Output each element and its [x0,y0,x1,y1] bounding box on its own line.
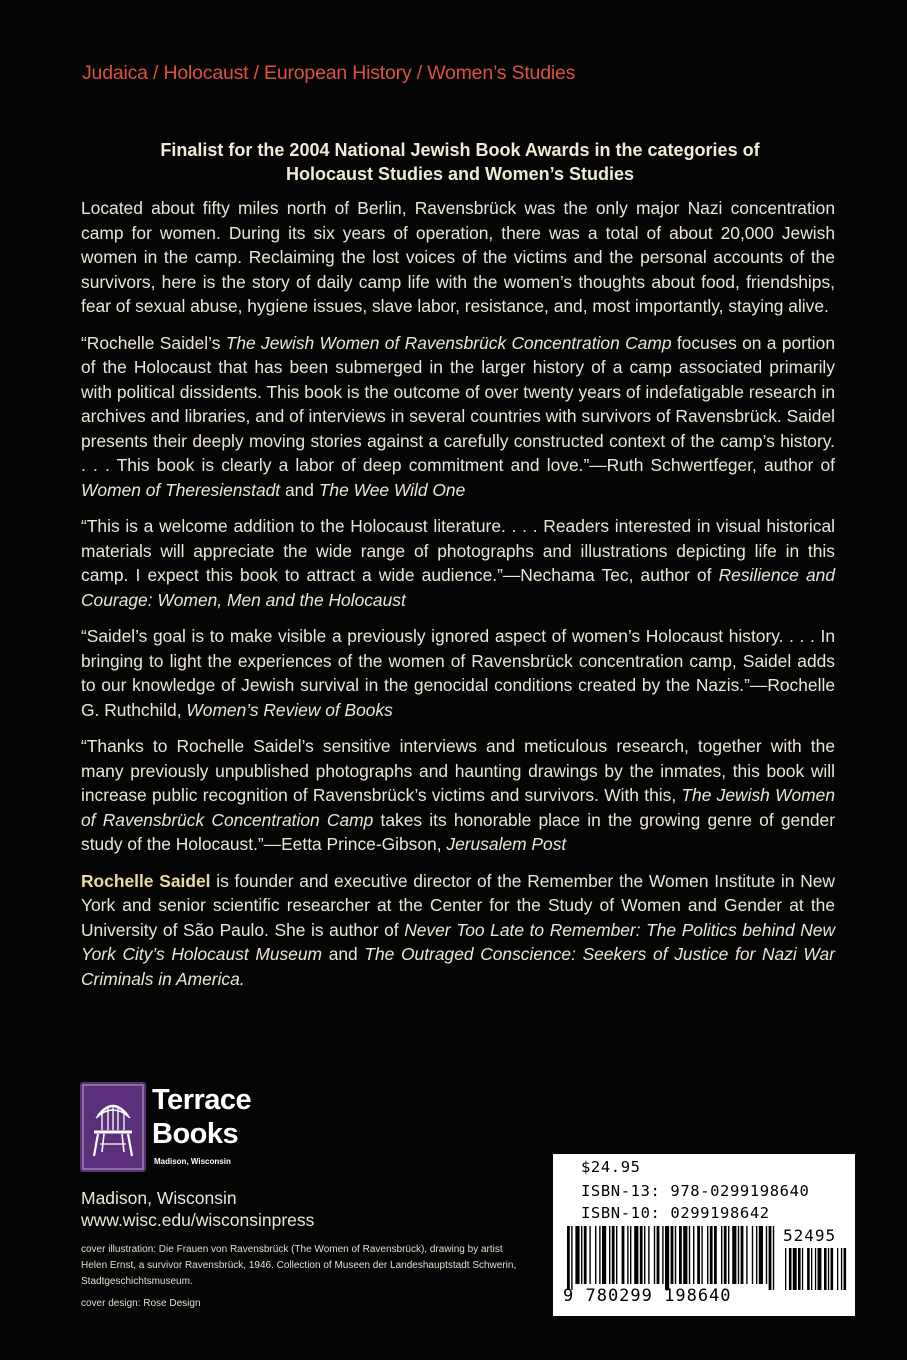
barcode-bar [675,1226,676,1284]
addon-bar [841,1248,842,1290]
barcode-bar [741,1226,744,1284]
barcode-bar [622,1226,625,1284]
award-headline [80,138,840,186]
text-run: is founder and executive director of the Remember the Women Institute in New York and senior scientific researcher at the Center for the Study of Women and Gender at the University of São Paulo. She is author of [81,870,835,940]
publisher-url: www.wisc.edu/wisconsinpress [81,1210,315,1230]
logo-word-terrace: Terrace [152,1084,252,1116]
barcode-bar [584,1226,587,1284]
publisher-city: Madison, Wisconsin [81,1188,237,1208]
text-run: “Thanks to Rochelle Saidel’s sensitive interviews and meticulous research, together with the many previously unpublished photographs and haunting drawings by the inmates, this book will increase public recognition of Ravensbrück’s victims and survivors. With this, [81,736,835,805]
chair-logo-mark [80,1082,146,1172]
barcode-bar [575,1226,579,1284]
barcode-bar [630,1226,631,1284]
review-quote [81,734,835,857]
title-italic: The Outraged Conscience: Seekers of Justice for Nazi War Criminals in America. [81,944,835,989]
barcode-bar [732,1226,736,1284]
addon-bar [818,1248,822,1290]
author-name: Rochelle Saidel [81,870,211,891]
barcode-bars [563,1226,848,1290]
barcode-bar [721,1226,722,1284]
barcode-bar [616,1226,617,1284]
isbn-barcode-box [553,1154,855,1316]
back-cover-text [81,196,835,1003]
barcode-bar [679,1226,682,1284]
addon-bar [811,1248,812,1290]
barcode-bar [724,1226,727,1284]
barcode-bar [648,1226,649,1284]
addon-bar [828,1248,829,1290]
price-addon-digits: 52495 [783,1226,837,1245]
barcode-bar [756,1226,757,1284]
text-run: and [280,479,319,500]
barcode-bar [567,1226,570,1290]
barcode-bar [671,1226,674,1284]
title-italic: Women’s Review of Books [186,699,393,720]
author-bio [81,869,835,992]
category-list: Judaica / Holocaust / European History / Women’s Studies [82,62,576,84]
review-quote [81,624,835,722]
barcode-bar [697,1226,700,1284]
terrace-chair-icon [80,1082,146,1172]
title-italic: Never Too Late to Remember: The Politics behind New York City’s Holocaust Museum [81,919,835,964]
logo-word-books: Books [152,1118,239,1150]
barcode-bar [746,1226,747,1284]
barcode-bar [683,1226,687,1284]
barcode-bar [759,1226,763,1284]
barcode-bar [773,1226,774,1290]
barcode-bar [609,1226,610,1284]
barcode-bar [634,1226,638,1284]
text-run: “Saidel’s goal is to make visible a previously ignored aspect of women’s Holocaust history. . . . In bringing to light the experiences of the women of Ravensbrück concentration camp, Saidel adds to our knowledge of Jewish survival in the genocidal conditions created by the Nazis.”—Rochelle G. Ruthchild, [81,626,835,720]
title-italic: Women of Theresienstadt [81,479,281,500]
price-label: $24.95 [581,1158,641,1176]
text-run: “Rochelle Saidel’s [81,332,226,353]
isbn13-label: ISBN-13: 978-0299198640 [581,1182,810,1200]
barcode-bar [689,1226,690,1284]
title-italic: The Jewish Women of Ravensbrück Concentration Camp [81,785,836,830]
barcode-bar [693,1226,694,1284]
barcode-bar [627,1226,628,1284]
barcode-bar [599,1226,600,1284]
review-quote [81,331,835,503]
review-quote [81,514,835,612]
barcode-bar [665,1226,669,1290]
barcode-bar [644,1226,645,1284]
addon-bar [789,1248,792,1290]
addon-bar [824,1248,827,1290]
barcode-bar [701,1226,702,1284]
text-run: focuses on a portion of the Holocaust that has been submerged in the larger history of a camp associated primarily with political dissidents. This book is the outcome of over twenty years of indefatigable research in archives and libraries, and of interviews in several countries with survivors of Ravensbrück. Saidel presents their deeply moving stories against a carefully constructed context of the camp’s history. . . . This book is clearly a labor of deep commitment and love.”—Ruth Schwertfeger, author of [81,332,835,475]
barcode-bar [657,1226,660,1284]
addon-bar [807,1248,810,1290]
barcode-bar [710,1226,713,1284]
addon-bar [837,1248,838,1290]
illustration-credit: cover illustration: Die Frauen von Ravensbrück (The Women of Ravensbrück), drawing by artist Helen Ernst, a survivor Ravensbrück, 1946. Collection of Museen der Landeshauptstadt Schwerin, Stadtgeschichtsmuseum. [81,1244,517,1287]
barcode-bar [640,1226,643,1284]
barcode-bar [612,1226,615,1284]
book-description: Located about fifty miles north of Berlin, Ravensbrück was the only major Nazi concentration camp for women. During its six years of operation, there was a total of about 20,000 Jewish women in the camp. Reclaiming the lost voices of the victims and the personal accounts of the survivors, here is the story of daily camp life with the women’s thoughts about food, friendships, fear of sexual abuse, hygiene issues, slave labor, resistance, and, most importantly, staying alive. [81,198,835,316]
text-run: and [322,944,365,964]
barcode-bar [728,1226,729,1284]
text-run: takes its honorable place in the growing genre of gender study of the Holocaust.”—Eetta Prince-Gibson, [81,809,836,854]
text-run: “This is a welcome addition to the Holocaust literature. . . . Readers interested in visual historical materials will appreciate the wide range of photographs and illustrations depicting life in this camp. I expect this book to attract a wide audience.”—Nechama Tec, author of [81,516,835,585]
barcode-bar [602,1226,606,1284]
addon-bar [802,1248,803,1290]
barcode-bar [738,1226,739,1284]
barcode-bar [595,1226,596,1284]
title-italic: The Jewish Women of Ravensbrück Concentration Camp [225,332,672,353]
addon-bar [815,1248,816,1290]
barcode-bar [571,1226,572,1290]
title-italic: The Wee Wild One [318,479,466,500]
title-italic: Resilience and Courage: Women, Men and the Holocaust [81,565,836,610]
isbn10-label: ISBN-10: 0299198642 [581,1204,770,1222]
cover-credits [81,1242,521,1312]
barcode-bar [769,1226,772,1290]
barcode-bar [707,1226,708,1284]
barcode-bar [581,1226,582,1284]
barcode-bar [714,1226,717,1284]
design-credit: cover design: Rose Design [81,1298,201,1309]
addon-bar [831,1248,834,1290]
barcode-bar [589,1226,590,1284]
barcode-bar [662,1226,663,1284]
barcode-bar [752,1226,753,1284]
title-italic: Jerusalem Post [446,834,567,854]
award-headline-line-2: Holocaust Studies and Women’s Studies [285,164,635,184]
publisher-logo [80,1082,260,1174]
addon-bar [785,1248,786,1290]
barcode-bar [766,1226,767,1284]
barcode-digits: 9 780299 198640 [563,1286,732,1306]
addon-bar [798,1248,801,1290]
addon-bar [793,1248,797,1290]
logo-location: Madison, Wisconsin [154,1157,231,1166]
addon-bar [844,1248,847,1290]
barcode-bar [654,1226,655,1284]
award-headline-line-1: Finalist for the 2004 National Jewish Book Awards in the categories of [160,140,760,160]
